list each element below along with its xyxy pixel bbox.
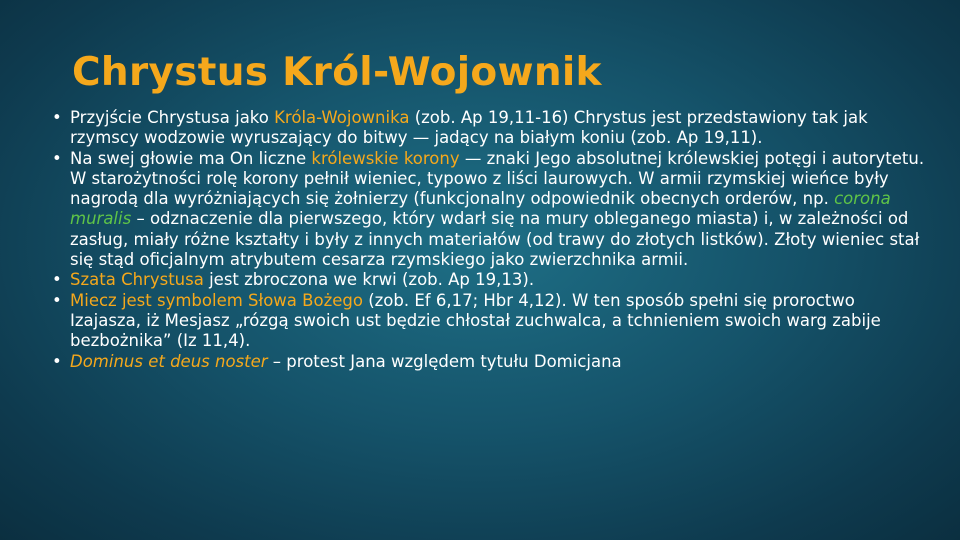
bullet-text: (zob. Ef 6,17; Hbr 4,12). W ten sposób spełni się proroctwo Izajasza, iż Mesjasz „rózgą swoich ust będzie chłostał zuchwalca, a tchnieniem swoich warg zabije bezbożnika” (Iz 11,4). <box>70 290 881 351</box>
bullet-icon: • <box>52 270 62 290</box>
bullet-item <box>50 108 930 149</box>
highlight-text: Dominus et deus noster <box>70 351 268 371</box>
bullet-item <box>50 149 930 271</box>
highlight-text: Miecz jest symbolem Słowa Bożego <box>70 290 363 310</box>
bullet-text: Przyjście Chrystusa jako <box>70 108 275 127</box>
bullet-text: (zob. Ap 19,11-16) Chrystus jest przedstawiony tak jak rzymscy wodzowie wyruszający do bitwy — jadący na białym koniu (zob. Ap 19,11). <box>70 108 868 148</box>
bullet-icon: • <box>52 108 62 127</box>
bullet-item <box>50 352 930 372</box>
bullet-item <box>50 291 930 352</box>
bullet-icon: • <box>52 351 62 371</box>
highlight-text: Króla-Wojownika <box>274 108 410 127</box>
bullet-text: – protest Jana względem tytułu Domicjana <box>267 351 622 371</box>
bullet-list <box>50 108 930 372</box>
bullet-icon: • <box>52 148 62 168</box>
bullet-item <box>50 270 930 290</box>
latin-term: corona muralis <box>70 189 891 229</box>
bullet-text: jest zbroczona we krwi (zob. Ap 19,13). <box>203 270 535 290</box>
highlight-text: królewskie korony <box>311 148 460 168</box>
slide-title: Chrystus Król-Wojownik <box>72 50 602 95</box>
bullet-text: Na swej głowie ma On liczne <box>70 148 312 168</box>
bullet-text: — znaki Jego absolutnej królewskiej potęgi i autorytetu. W starożytności rolę korony pełnił wieniec, typowo z liści laurowych. W armii rzymskiej wieńce były nagrodą dla wyróżniających się żołnierzy (funkcjonalny odpowiednik obecnych orderów, np. <box>70 148 925 209</box>
bullet-text: – odznaczenie dla pierwszego, który wdarł się na mury obleganego miasta) i, w zależności od zasług, miały różne kształty i były z innych materiałów (od trawy do złotych listków). Złoty wieniec stał się stąd oficjalnym atrybutem cesarza rzymskiego jako zwierzchnika armii. <box>70 209 920 270</box>
bullet-icon: • <box>52 290 62 310</box>
highlight-text: Szata Chrystusa <box>70 270 204 290</box>
